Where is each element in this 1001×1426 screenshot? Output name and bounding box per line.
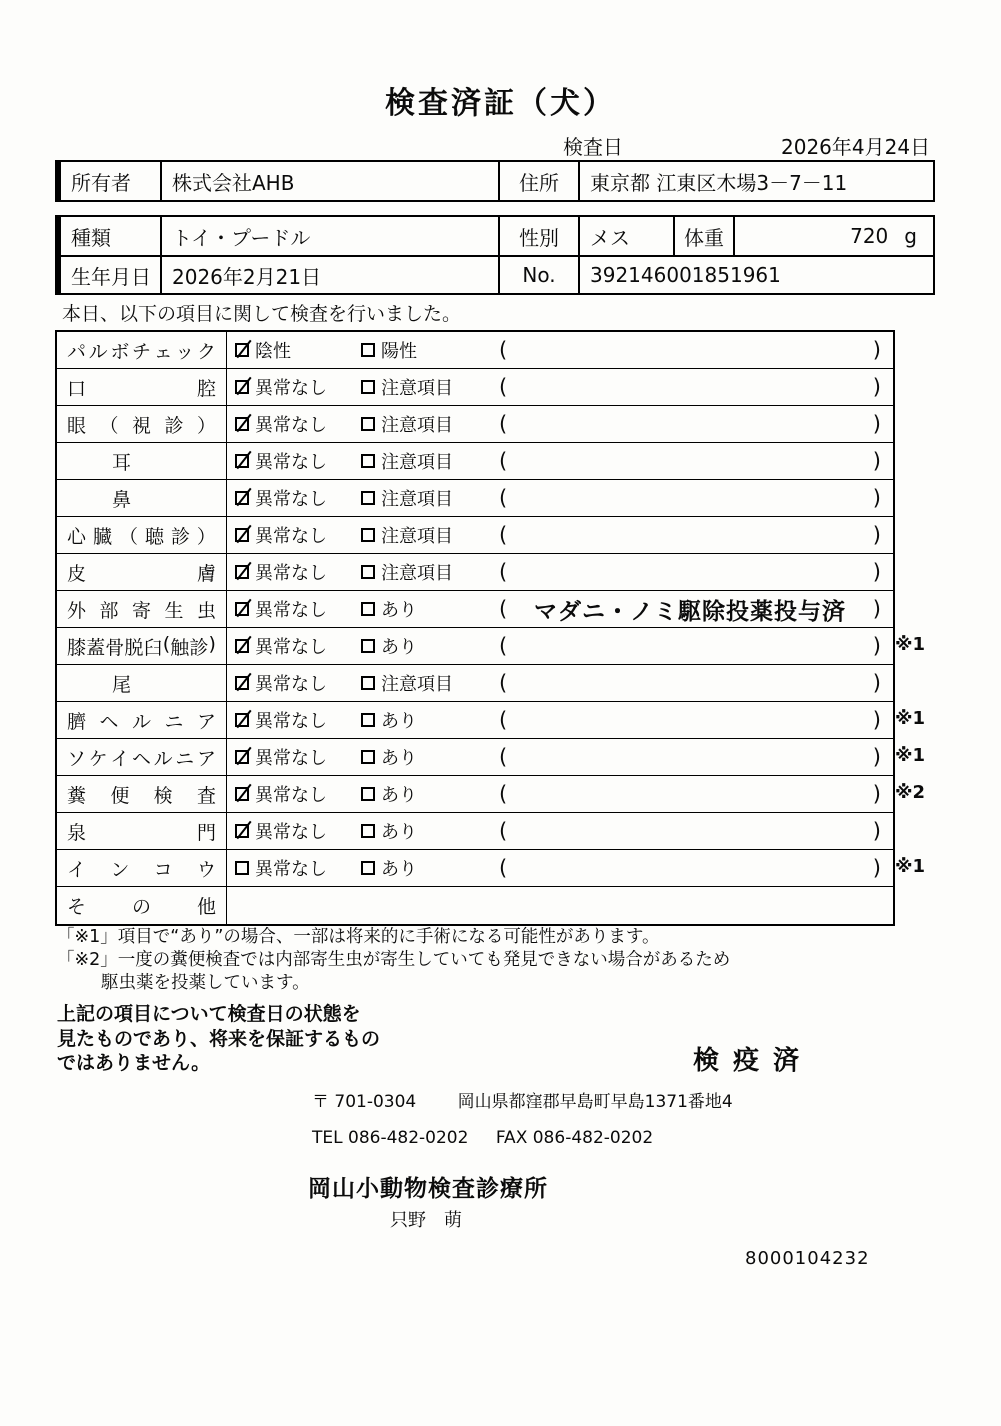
- inspection-row-parvo: [57, 332, 893, 369]
- item-label: 泉 門: [67, 821, 216, 844]
- inspection-row-fecal-exam: [57, 776, 926, 813]
- result-option-1: [235, 596, 361, 622]
- weight-unit: g: [904, 224, 917, 248]
- postal-code: 〒 701-0304: [312, 1092, 417, 1112]
- item-label-cell: [57, 739, 227, 775]
- option-label: 異常なし: [255, 489, 327, 510]
- note-mark: ※1: [895, 708, 926, 729]
- sex-value: メス: [580, 217, 675, 255]
- option-label: 異常なし: [255, 415, 327, 436]
- owner-table: [55, 160, 935, 202]
- paren-open: (: [499, 375, 508, 399]
- result-option-2: [361, 781, 499, 807]
- item-label: イ ン コ ウ: [67, 858, 216, 881]
- result-option-1: [235, 633, 361, 659]
- option-label: 注意項目: [381, 563, 453, 584]
- remarks: [499, 560, 893, 584]
- result-option-2: [361, 707, 499, 733]
- paren-close: ): [872, 560, 881, 584]
- item-label: 膝 蓋 骨 脱 臼 ( 触 診 ): [67, 632, 216, 659]
- result-option-1: [235, 670, 361, 696]
- item-label: パ ル ボ チ ェ ッ ク: [67, 340, 216, 363]
- footnote-2-line1: 「※2」一度の糞便検査では内部寄生虫が寄生していても発見できない場合があるため: [57, 950, 731, 970]
- result-option-2: [361, 485, 499, 511]
- paren-close: ): [872, 745, 881, 769]
- checkbox-icon[interactable]: [235, 380, 249, 394]
- clinic-address: 岡山県都窪郡早島町早島1371番地4: [457, 1092, 733, 1112]
- footnote-2-line2: 駆虫薬を投薬しています。: [101, 973, 310, 993]
- checkbox-icon[interactable]: [361, 454, 375, 468]
- checkbox-icon[interactable]: [235, 713, 249, 727]
- address-label: 住所: [500, 162, 580, 200]
- result-option-1: [235, 485, 361, 511]
- result-option-1: [235, 374, 361, 400]
- checkbox-icon[interactable]: [235, 602, 249, 616]
- item-label: 耳: [112, 451, 132, 474]
- inspection-row-inkou: [57, 850, 926, 887]
- paren-close: ): [872, 375, 881, 399]
- item-label-cell: [57, 591, 227, 627]
- paren-open: (: [499, 338, 508, 362]
- item-label: 外 部 寄 生 虫: [67, 599, 216, 622]
- paren-close: ): [872, 671, 881, 695]
- result-option-1: [235, 707, 361, 733]
- inspection-row-nose: [57, 480, 893, 517]
- checkbox-icon[interactable]: [361, 639, 375, 653]
- checkbox-icon[interactable]: [235, 861, 249, 875]
- option-label: あり: [381, 822, 417, 843]
- inspection-row-eyes: [57, 406, 893, 443]
- result-cell: [227, 369, 893, 405]
- option-label: 注意項目: [381, 489, 453, 510]
- paren-open: (: [499, 523, 508, 547]
- paren-open: (: [499, 449, 508, 473]
- item-label: 皮 膚: [67, 562, 216, 585]
- checkbox-icon[interactable]: [361, 676, 375, 690]
- item-label-cell: [57, 702, 227, 738]
- remarks: [499, 412, 893, 436]
- option-label: あり: [381, 785, 417, 806]
- birth-value: 2026年2月21日: [162, 257, 500, 293]
- result-cell: [227, 850, 893, 886]
- result-option-1: [235, 781, 361, 807]
- weight-value-cell: [735, 217, 933, 255]
- item-label: ソ ケ イ ヘ ル ニ ア: [67, 747, 216, 770]
- option-label: 異常なし: [255, 563, 327, 584]
- sex-label: 性別: [500, 217, 580, 255]
- option-label: あり: [381, 637, 417, 658]
- checkbox-icon[interactable]: [235, 639, 249, 653]
- checkbox-icon[interactable]: [361, 528, 375, 542]
- checkbox-icon[interactable]: [235, 787, 249, 801]
- inspection-row-heart: [57, 517, 893, 554]
- disclaimer-line3: ではありません。: [57, 1052, 211, 1074]
- checkbox-icon[interactable]: [361, 343, 375, 357]
- paren-open: (: [499, 819, 508, 843]
- option-label: あり: [381, 600, 417, 621]
- item-label: そ の 他: [67, 896, 216, 918]
- breed-label: 種類: [61, 217, 162, 255]
- clinic-fax: FAX 086-482-0202: [495, 1128, 654, 1148]
- result-option-2: [361, 337, 499, 363]
- clinic-name: 岡山小動物検査診療所: [308, 1176, 548, 1202]
- option-label: 異常なし: [255, 600, 327, 621]
- result-cell: [227, 554, 893, 590]
- checkbox-icon[interactable]: [235, 565, 249, 579]
- address-value: 東京都 江東区木場3－7－11: [590, 170, 848, 195]
- clinic-contact-row: [312, 1128, 653, 1148]
- paren-close: ): [872, 449, 881, 473]
- item-label-cell: [57, 332, 227, 368]
- note-mark: ※1: [895, 745, 926, 766]
- no-value: 392146001851961: [590, 263, 781, 287]
- item-label: 口 腔: [67, 377, 216, 400]
- item-label-cell: [57, 554, 227, 590]
- paren-close: ): [872, 819, 881, 843]
- item-label-cell: [57, 443, 227, 479]
- result-cell: [227, 591, 893, 627]
- option-label: 陽性: [381, 341, 417, 362]
- inspection-row-umbilical-hernia: [57, 702, 926, 739]
- footnote-1: 「※1」項目で“あり”の場合、一部は将来的に手術になる可能性があります。: [57, 927, 660, 947]
- inspection-row-fontanelle: [57, 813, 893, 850]
- result-cell: [227, 887, 893, 924]
- clinic-address-row: [312, 1087, 733, 1112]
- checkbox-icon[interactable]: [361, 787, 375, 801]
- checkbox-icon[interactable]: [235, 528, 249, 542]
- paren-open: (: [499, 856, 508, 880]
- result-option-2: [361, 448, 499, 474]
- option-label: 異常なし: [255, 822, 327, 843]
- option-label: 注意項目: [381, 674, 453, 695]
- paren-close: ): [872, 597, 881, 621]
- statement-text: 本日、以下の項目に関して検査を行いました。: [62, 303, 462, 325]
- option-label: あり: [381, 711, 417, 732]
- paren-close: ): [872, 708, 881, 732]
- result-cell: [227, 443, 893, 479]
- item-label-cell: [57, 480, 227, 516]
- result-option-1: [235, 522, 361, 548]
- page-title: 検査済証（犬）: [385, 86, 616, 121]
- inspection-row-ears: [57, 443, 893, 480]
- quarantine-stamp: 検疫済: [693, 1046, 814, 1076]
- remarks: [499, 593, 893, 626]
- paren-open: (: [499, 597, 508, 621]
- pet-row-1: [61, 217, 933, 257]
- result-option-2: [361, 596, 499, 622]
- remarks: [499, 634, 893, 658]
- checkbox-icon[interactable]: [235, 824, 249, 838]
- remarks: [499, 449, 893, 473]
- item-label-cell: [57, 850, 227, 886]
- item-label-cell: [57, 517, 227, 553]
- result-cell: [227, 739, 893, 775]
- result-option-2: [361, 744, 499, 770]
- option-label: 異常なし: [255, 526, 327, 547]
- option-label: 異常なし: [255, 748, 327, 769]
- result-cell: [227, 665, 893, 701]
- checkbox-icon[interactable]: [361, 565, 375, 579]
- remarks: [499, 819, 893, 843]
- option-label: 異常なし: [255, 711, 327, 732]
- item-label: 尾: [112, 673, 132, 696]
- item-label: 臍 ヘ ル ニ ア: [67, 710, 216, 733]
- paren-open: (: [499, 486, 508, 510]
- item-label-cell: [57, 406, 227, 442]
- option-label: 陰性: [255, 341, 291, 362]
- item-label-cell: [57, 628, 227, 664]
- inspection-date-label: 検査日: [563, 135, 623, 159]
- inspection-date-value: 2026年4月24日: [781, 135, 931, 159]
- result-cell: [227, 702, 893, 738]
- breed-value: トイ・プードル: [162, 217, 500, 255]
- item-label-cell: [57, 369, 227, 405]
- paren-close: ): [872, 856, 881, 880]
- paren-close: ): [872, 486, 881, 510]
- option-label: 異常なし: [255, 674, 327, 695]
- checkbox-icon[interactable]: [361, 750, 375, 764]
- paren-open: (: [499, 560, 508, 584]
- weight-label: 体重: [675, 217, 735, 255]
- inspection-row-other: [57, 887, 893, 924]
- checkbox-icon[interactable]: [361, 861, 375, 875]
- item-label-cell: [57, 776, 227, 812]
- inspection-row-patella: [57, 628, 926, 665]
- inspection-row-ectoparasites: [57, 591, 893, 628]
- item-label: 心 臓 （ 聴 診 ）: [67, 525, 216, 548]
- pet-row-2: [61, 257, 933, 293]
- paren-close: ): [872, 523, 881, 547]
- result-cell: [227, 406, 893, 442]
- disclaimer-line1: 上記の項目について検査日の状態を: [57, 1003, 361, 1025]
- note-mark: ※1: [895, 634, 926, 655]
- paren-open: (: [499, 412, 508, 436]
- inspection-row-inguinal-hernia: [57, 739, 926, 776]
- result-cell: [227, 813, 893, 849]
- result-option-2: [361, 670, 499, 696]
- result-cell: [227, 332, 893, 368]
- weight-value: 720: [850, 224, 889, 248]
- result-option-1: [235, 337, 361, 363]
- inspection-row-skin: [57, 554, 893, 591]
- inspection-table: [55, 330, 926, 926]
- option-label: 異常なし: [255, 452, 327, 473]
- option-label: 注意項目: [381, 378, 453, 399]
- paren-open: (: [499, 745, 508, 769]
- result-option-2: [361, 522, 499, 548]
- option-label: 異常なし: [255, 785, 327, 806]
- option-label: 異常なし: [255, 378, 327, 399]
- remarks: [499, 745, 893, 769]
- option-label: 注意項目: [381, 452, 453, 473]
- inspection-row-oral: [57, 369, 893, 406]
- footnotes: [57, 926, 730, 995]
- result-option-2: [361, 818, 499, 844]
- checkbox-icon[interactable]: [235, 750, 249, 764]
- option-label: 注意項目: [381, 526, 453, 547]
- clinic-tel: TEL 086-482-0202: [312, 1128, 469, 1148]
- veterinarian-name: 只野 萌: [390, 1210, 462, 1231]
- result-option-2: [361, 633, 499, 659]
- owner-label: 所有者: [61, 162, 162, 200]
- remarks: [499, 338, 893, 362]
- pet-table: [55, 215, 935, 295]
- result-option-1: [235, 559, 361, 585]
- inspection-row-tail: [57, 665, 893, 702]
- disclaimer-line2: 見たものであり、将来を保証するもの: [57, 1027, 381, 1050]
- result-option-2: [361, 559, 499, 585]
- result-cell: [227, 480, 893, 516]
- result-option-1: [235, 411, 361, 437]
- option-label: あり: [381, 859, 417, 880]
- item-label: 眼 （ 視 診 ）: [67, 414, 216, 437]
- result-option-1: [235, 818, 361, 844]
- remarks: [499, 523, 893, 547]
- owner-value: 株式会社AHB: [162, 162, 500, 200]
- paren-close: ): [872, 634, 881, 658]
- checkbox-icon[interactable]: [235, 454, 249, 468]
- remarks: [499, 671, 893, 695]
- result-cell: [227, 517, 893, 553]
- checkbox-icon[interactable]: [361, 491, 375, 505]
- remarks: [499, 375, 893, 399]
- paren-close: ): [872, 782, 881, 806]
- remarks: [499, 486, 893, 510]
- inspection-date-row: [563, 131, 930, 160]
- checkbox-icon[interactable]: [235, 343, 249, 357]
- checkbox-icon[interactable]: [361, 602, 375, 616]
- remarks: [499, 708, 893, 732]
- note-mark: ※1: [895, 856, 926, 877]
- result-option-2: [361, 411, 499, 437]
- item-label-cell: [57, 813, 227, 849]
- paren-close: ): [872, 338, 881, 362]
- item-label-cell: [57, 665, 227, 701]
- remarks-text: マダニ・ノミ駆除投薬投与済: [534, 598, 846, 625]
- checkbox-icon[interactable]: [361, 380, 375, 394]
- paren-open: (: [499, 708, 508, 732]
- item-label: 糞 便 検 査: [67, 784, 216, 807]
- checkbox-icon[interactable]: [235, 491, 249, 505]
- checkbox-icon[interactable]: [361, 417, 375, 431]
- disclaimer: [57, 1002, 380, 1076]
- paren-close: ): [872, 412, 881, 436]
- result-cell: [227, 628, 893, 664]
- option-label: 注意項目: [381, 415, 453, 436]
- remarks: [499, 856, 893, 880]
- option-label: 異常なし: [255, 637, 327, 658]
- paren-open: (: [499, 782, 508, 806]
- option-label: 異常なし: [255, 859, 327, 880]
- result-option-1: [235, 744, 361, 770]
- no-label: No.: [500, 257, 580, 293]
- item-label-cell: [57, 887, 227, 924]
- checkbox-icon[interactable]: [361, 824, 375, 838]
- option-label: あり: [381, 748, 417, 769]
- paren-open: (: [499, 671, 508, 695]
- checkbox-icon[interactable]: [235, 417, 249, 431]
- result-option-2: [361, 374, 499, 400]
- result-option-1: [235, 855, 361, 881]
- paren-open: (: [499, 634, 508, 658]
- checkbox-icon[interactable]: [361, 713, 375, 727]
- checkbox-icon[interactable]: [235, 676, 249, 690]
- item-label: 鼻: [112, 488, 132, 511]
- remarks: [499, 782, 893, 806]
- result-option-2: [361, 855, 499, 881]
- owner-row: [61, 162, 933, 200]
- serial-number: 8000104232: [745, 1248, 870, 1269]
- birth-label: 生年月日: [61, 257, 162, 293]
- result-cell: [227, 776, 893, 812]
- note-mark: ※2: [895, 782, 926, 803]
- result-option-1: [235, 448, 361, 474]
